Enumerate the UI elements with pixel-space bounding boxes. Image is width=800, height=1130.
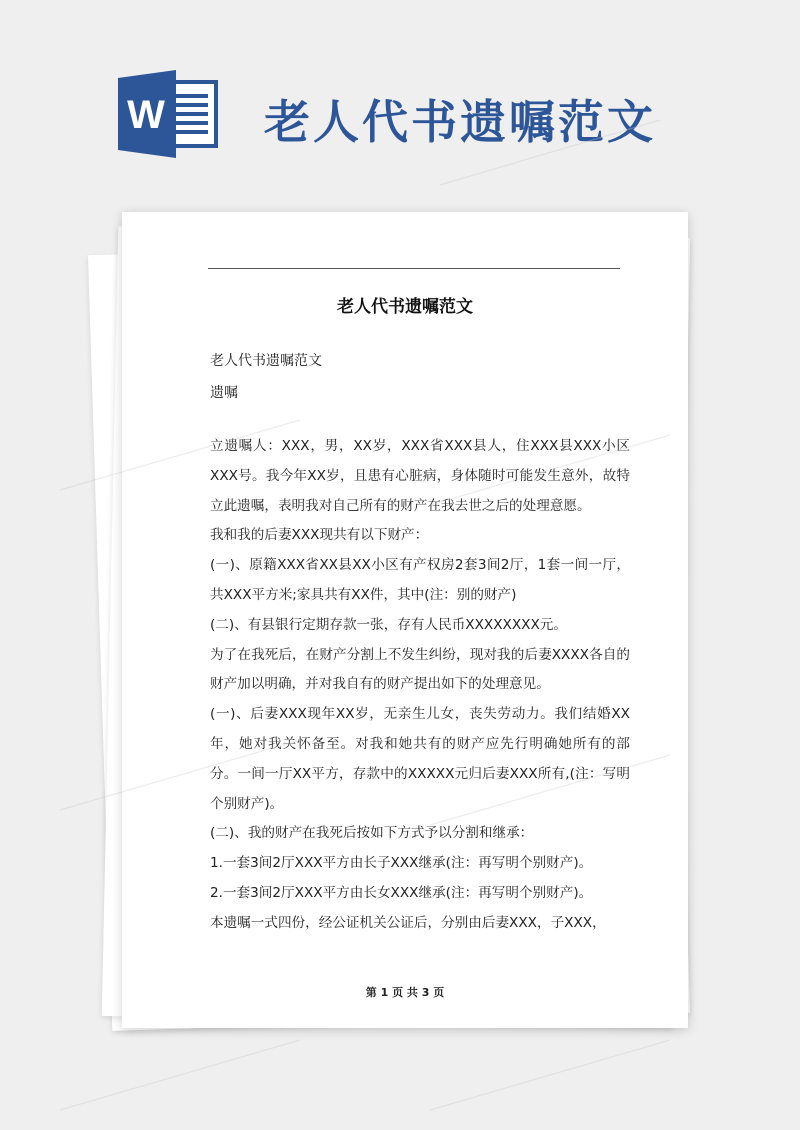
word-logo-icon: [118, 70, 220, 158]
logo-letter: W: [127, 93, 165, 137]
document-page: [122, 212, 688, 1028]
watermark-mark: [60, 1040, 300, 1110]
paragraph: 本遗嘱一式四份，经公证机关公证后，分别由后妻XXX，子XXX，: [210, 914, 606, 931]
paragraph: 立遗嘱人：XXX，男，XX岁，XXX省XXX县人，住XXX县XXX小区XXX号。我今年XX岁，且患有心脏病，身体随时可能发生意外，故特立此遗嘱，表明我对自己所有的财产在我去世之后的处理意愿。: [210, 438, 630, 514]
document-body: [210, 432, 630, 939]
paragraph: 为了在我死后，在财产分割上不发生纠纷，现对我的后妻XXXX各自的财产加以明确，并对我自有的财产提出如下的处理意见。: [210, 646, 630, 693]
document-title: 老人代书遗嘱范文: [337, 297, 473, 317]
banner: [0, 0, 800, 200]
paragraph: 2.一套3间2厅XXX平方由长女XXX继承(注：再写明个别财产)。: [210, 884, 593, 901]
paragraph: (二)、有县银行定期存款一张，存有人民币XXXXXXXX元。: [210, 616, 567, 633]
banner-title: 老人代书遗嘱范文: [264, 95, 656, 149]
paragraph: 1.一套3间2厅XXX平方由长子XXX继承(注：再写明个别财产)。: [210, 855, 593, 872]
paragraph: (二)、我的财产在我死后按如下方式予以分割和继承：: [210, 825, 534, 842]
document-subtitle: 老人代书遗嘱范文: [210, 353, 322, 369]
paragraph: (一)、原籍XXX省XX县XX小区有产权房2套3间2厅，1套一间一厅，共XXX平方米;家具共有XX件，其中(注：别的财产): [210, 557, 630, 603]
paragraph: (一)、后妻XXX现年XX岁，无亲生儿女，丧失劳动力。我们结婚XX年，她对我关怀备至。对我和她共有的财产应先行明确她所有的部分。一间一厅XX平方，存款中的XXXXX元归后妻XXX所有,(注：写明个别财产)。: [210, 706, 630, 812]
paragraph: 我和我的后妻XXX现共有以下财产：: [210, 527, 429, 544]
watermark-mark: [430, 1040, 670, 1110]
page-footer: 第 1 页 共 3 页: [365, 986, 445, 999]
document-heading: 遗嘱: [210, 385, 238, 401]
header-rule: [208, 268, 620, 269]
